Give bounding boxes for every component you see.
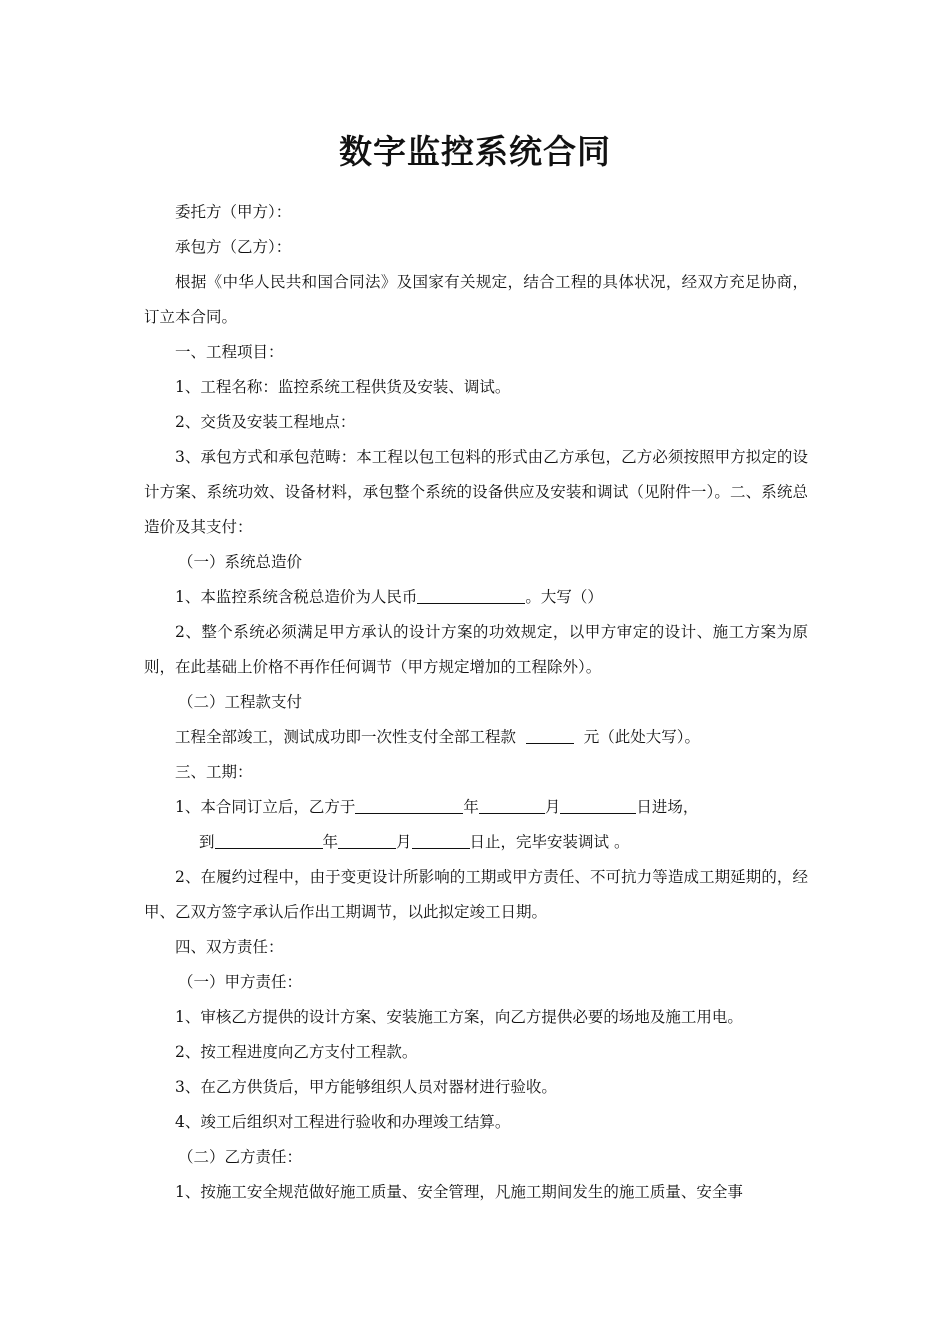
section-heading: 一、工程项目：	[175, 343, 284, 361]
party-a-line: 委托方（甲方）：	[175, 203, 292, 221]
clause-line: 1、审核乙方提供的设计方案、安装施工方案，向乙方提供必要的场地及施工用电。	[175, 1008, 743, 1026]
clause-text: 元（此处大写）。	[583, 728, 700, 746]
clause-line	[144, 790, 808, 825]
clause-line: 2、交货及安装工程地点：	[175, 413, 356, 431]
subsection-heading: （二）乙方责任：	[178, 1148, 303, 1166]
clause-line	[144, 825, 808, 860]
clause-line: 3、在乙方供货后，甲方能够组织人员对器材进行验收。	[175, 1078, 557, 1096]
preamble-paragraph: 根据《中华人民共和国合同法》及国家有关规定，结合工程的具体状况，经双方充足协商，订立本合同。	[144, 273, 808, 326]
clause-paragraph: 3、承包方式和承包范畴：本工程以包工包料的形式由乙方承包，乙方必须按照甲方拟定的设计方案、系统功效、设备材料，承包整个系统的设备供应及安装和调试（见附件一）。二、系统总造价及其支付：	[144, 448, 808, 536]
blank-field[interactable]	[479, 797, 545, 814]
clause-text: 日止，完毕安装调试 。	[469, 833, 630, 851]
blank-field[interactable]	[355, 797, 463, 814]
contract-body	[144, 195, 808, 1210]
page-title: 数字监控系统合同	[339, 132, 611, 171]
section-heading: 三、工期：	[175, 763, 253, 781]
clause-text: 1、本合同订立后，乙方于	[175, 798, 356, 816]
blank-field[interactable]	[412, 832, 470, 849]
clause-text: 工程全部竣工，测试成功即一次性支付全部工程款	[175, 728, 517, 746]
clause-paragraph: 2、整个系统必须满足甲方承认的设计方案的功效规定，以甲方审定的设计、施工方案为原则，在此基础上价格不再作任何调节（甲方规定增加的工程除外）。	[144, 623, 808, 676]
clause-line: 2、按工程进度向乙方支付工程款。	[175, 1043, 418, 1061]
clause-text: 日进场，	[636, 798, 699, 816]
blank-field[interactable]	[526, 727, 574, 744]
clause-text: 到	[199, 833, 215, 851]
clause-line	[144, 580, 808, 615]
clause-text: 月	[396, 833, 412, 851]
section-heading: 四、双方责任：	[175, 938, 284, 956]
clause-text: 。大写（）	[525, 588, 603, 606]
clause-line: 1、工程名称：监控系统工程供货及安装、调试。	[175, 378, 511, 396]
subsection-heading: （一）甲方责任：	[178, 973, 303, 991]
clause-line	[144, 720, 808, 755]
subsection-heading: （一）系统总造价	[178, 553, 303, 571]
clause-paragraph: 2、在履约过程中，由于变更设计所影响的工期或甲方责任、不可抗力等造成工期延期的，经甲、乙双方签字承认后作出工期调节，以此拟定竣工日期。	[144, 868, 808, 921]
blank-field[interactable]	[560, 797, 636, 814]
blank-field[interactable]	[215, 832, 323, 849]
subsection-heading: （二）工程款支付	[178, 693, 303, 711]
clause-line: 1、按施工安全规范做好施工质量、安全管理，凡施工期间发生的施工质量、安全事	[175, 1183, 743, 1201]
blank-field[interactable]	[338, 832, 396, 849]
party-b-line: 承包方（乙方）：	[175, 238, 292, 256]
blank-field[interactable]	[417, 587, 525, 604]
clause-text: 年	[322, 833, 339, 851]
clause-line: 4、竣工后组织对工程进行验收和办理竣工结算。	[175, 1113, 511, 1131]
clause-text: 1、本监控系统含税总造价为人民币	[175, 588, 418, 606]
clause-text: 月	[544, 798, 561, 816]
clause-text: 年	[463, 798, 479, 816]
